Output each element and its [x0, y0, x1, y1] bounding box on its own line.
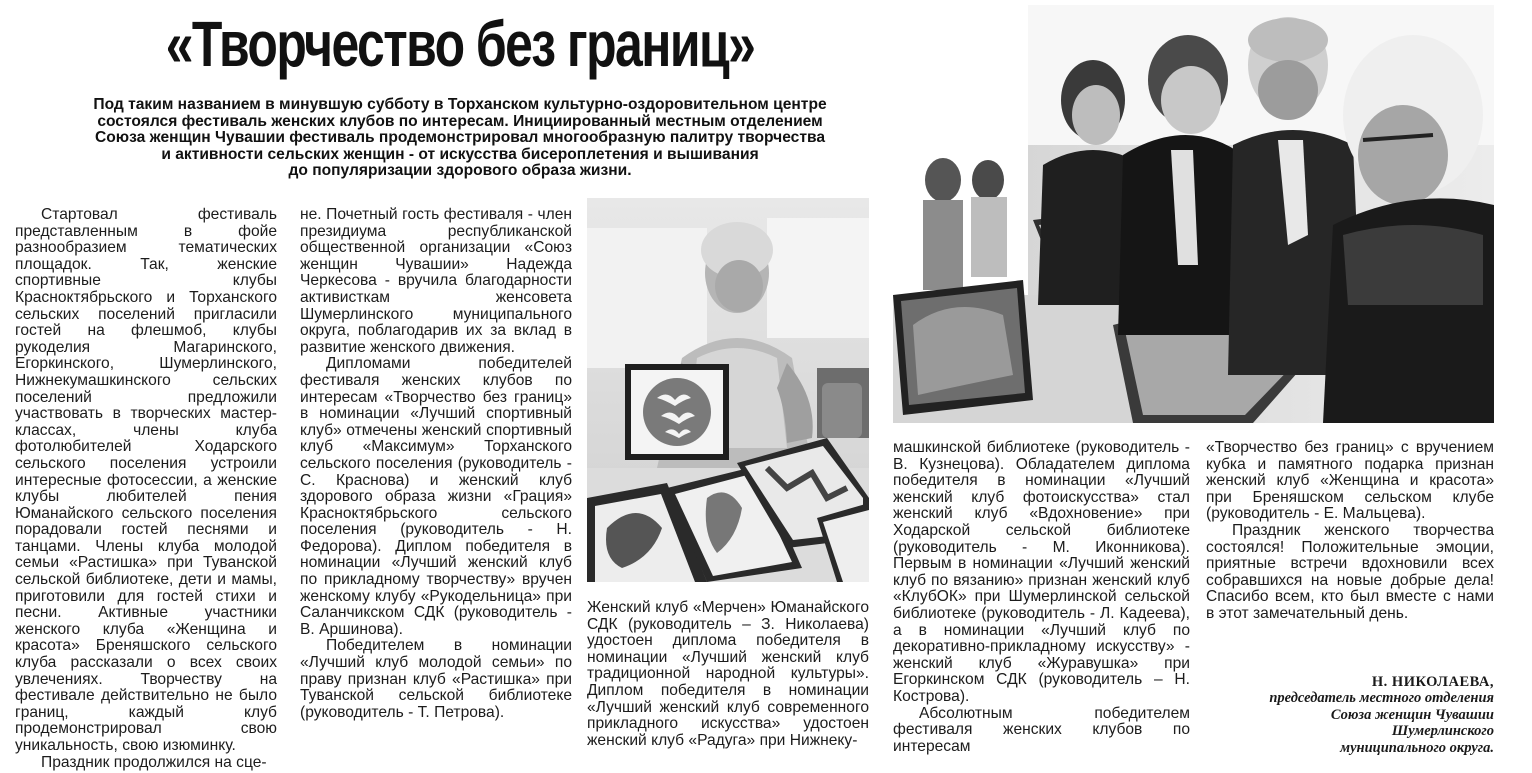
author-position-line: Шумерлинского [1391, 723, 1494, 740]
paragraph: Абсолютным победителем фестиваля женских клубов по интересам [893, 704, 1190, 755]
paragraph: не. Почетный гость фестиваля - член президиума республиканской общественной организации «Союз женщин Чувашии» Надежда Черкесова - вручила благодарности активисткам женсовета Шумерлинского муниципального округа, поблагодарив их за вклад в развитие женского движения. [300, 206, 572, 356]
text-column-1 [15, 207, 277, 771]
author-signature [1206, 674, 1494, 756]
lead-line: до популяризации здорового образа жизни. [288, 162, 632, 180]
lead-line: Под таким названием в минувшую субботу в Торханском культурно-оздоровительном центре [93, 96, 827, 113]
paragraph: «Творчество без границ» с вручением кубка и памятного подарка признан женский клуб «Женщина и красота» при Бреняшском сельском клубе (руководитель - Е. Мальцева). [1206, 439, 1494, 523]
text-column-4 [893, 440, 1190, 755]
paragraph: Праздник женского творчества состоялся! Положительные эмоции, приятные встречи вдохновили всех собравшихся на новые добрые дела! Спасибо всем, кто был вместе с нами в этот замечательный день. [1206, 521, 1494, 622]
lead-line: Союза женщин Чувашии фестиваль продемонстрировал многообразную палитру творчества [94, 129, 826, 147]
paragraph: Дипломами победителей фестиваля женских клубов по интересам «Творчество без границ» в номинации «Лучший спортивный клуб» отмечены женский спортивный клуб «Максимум» Торханского сельского поселения (руководитель - С. Краснова) и женский клуб здорового образа жизни «Грация» Красноктябрьского сельского поселения (руководитель - Н. Федорова). Диплом победителя в номинации «Лучший женский клуб по прикладному творчеству» вручен женскому клубу «Рукодельница» при Саланчикском СДК (руководитель - В. Аршинова). [300, 355, 572, 638]
lead-line: и активности сельских женщин - от искусства бисероплетения и вышивания [161, 145, 759, 163]
author-name: Н. НИКОЛАЕВА, [1371, 674, 1494, 690]
text-column-5 [1206, 440, 1494, 623]
paragraph: Женский клуб «Мерчен» Юманайского СДК (руководитель – З. Николаева) удостоен диплома победителя в номинации «Лучший женский клуб традиционной народной культуры». Диплом победителя в номинации «Лучший женский клуб современного прикладного искусства» удостоен женский клуб «Радуга» при Нижнеку- [587, 599, 869, 749]
paragraph: машкинской библиотеке (руководитель - В. Кузнецова). Обладателем диплома победителя в номинации «Лучший женский клуб фотоискусства» стал женский клуб «Вдохновение» при Ходарской сельской библиотеке (руководитель - М. Иконникова). Первым в номинации «Лучший женский клуб по вязанию» признан женский клуб «КлубОК» при Шумерлинской сельской библиотеке (руководитель - Л. Кадеева), а в номинации «Лучший клуб по декоративно-прикладному искусству» - женский клуб «Журавушка» при Егоркинском СДК (руководитель – Н. Кострова). [893, 439, 1190, 705]
author-position-line: муниципального округа. [1340, 739, 1494, 756]
paragraph: Победителем в номинации «Лучший клуб молодой семьи» по праву признан клуб «Растишка» при Туванской сельской библиотеке (руководитель - Т. Петрова). [300, 637, 572, 721]
paragraph: Стартовал фестиваль представленным в фойе разнообразием тематических площадок. Так, женские спортивные клубы Красноктябрьского и Торханского сельских поселений пригласили гостей на флешмоб, клубы рукоделия Магаринского, Егоркинского, Шумерлинского, Нижнекумашкинского сельских поселений предложили участвовать в творческих мастер-классах, члены клуба фотолюбителей Ходарского сельского поселения устроили интересные фотосессии, а женские клубы любителей пения Юманайского сельского поселения порадовали гостей песнями и танцами. Члены клуба молодой семьи «Растишка» при Туванской сельской библиотеке, дети и мамы, приготовили для гостей стихи и песни. Активные участники женского клуба «Женщина и красота» Бреняшского сельского клуба рассказали о всех своих увлечениях. Творчеству на фестивале действительно не было границ, каждый клуб продемонстрировал свою уникальность, свою изюминку. [15, 206, 277, 754]
photo-exhibition-visitors [893, 5, 1494, 423]
article-lead [70, 97, 850, 180]
photo-woman-with-artwork [587, 198, 869, 582]
text-column-3 [587, 600, 869, 749]
lead-line: состоялся фестиваль женских клубов по интересам. Инициированный местным отделением [97, 112, 823, 130]
text-column-2 [300, 207, 572, 721]
author-position-line: Союза женщин Чувашии [1330, 706, 1494, 723]
article-title: «Творчество без границ» [165, 8, 755, 80]
paragraph: Праздник продолжился на сце- [41, 753, 267, 771]
author-position-line: председатель местного отделения [1269, 690, 1494, 707]
